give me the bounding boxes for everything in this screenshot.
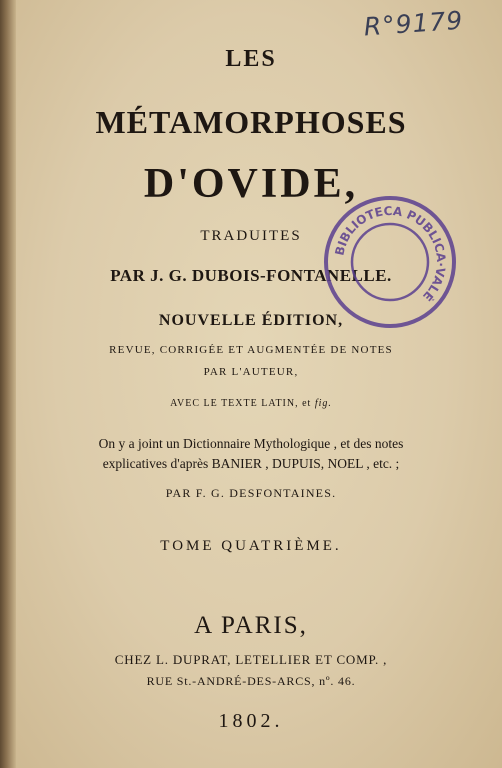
title-metamorphoses: MÉTAMORPHOSES [95, 104, 407, 140]
year-line: 1802. [218, 710, 284, 732]
edition-line: NOUVELLE ÉDITION, [158, 312, 344, 329]
address-line: RUE St.-ANDRÉ-DES-ARCS, nº. 46. [146, 674, 356, 688]
title-les: LES [225, 46, 277, 72]
joint-line-2: explicatives d'après BANIER , DUPUIS, NOEL , etc. ; [102, 456, 400, 471]
city-line: A PARIS, [194, 612, 308, 639]
joint-line-1: On y a joint un Dictionnaire Mythologique , et des notes [98, 436, 404, 451]
revue-line: REVUE, CORRIGÉE ET AUGMENTÉE DE NOTES [109, 344, 393, 356]
title-ovide: D'OVIDE, [143, 161, 359, 207]
tome-line: TOME QUATRIÈME. [160, 538, 342, 554]
compiler-line: PAR F. G. DESFONTAINES. [165, 486, 337, 500]
avec-texte-prefix: AVEC LE TEXTE LATIN, et [170, 398, 315, 409]
shelfmark: R°9179 [362, 5, 465, 42]
publisher-line: CHEZ L. DUPRAT, LETELLIER ET COMP. , [114, 652, 388, 667]
stamp-inner-ring [352, 224, 428, 300]
traduites-text: TRADUITES [200, 228, 302, 244]
stamp-text: BIBLIOTECA PUBLICA·VALÈ [332, 203, 449, 304]
par-auteur-line: PAR L'AUTEUR, [203, 366, 299, 378]
library-stamp [322, 194, 458, 330]
translator-line: PAR J. G. DUBOIS-FONTANELLE. [110, 266, 392, 285]
avec-texte-fig: fig. [314, 398, 332, 409]
avec-texte-line [0, 398, 502, 409]
